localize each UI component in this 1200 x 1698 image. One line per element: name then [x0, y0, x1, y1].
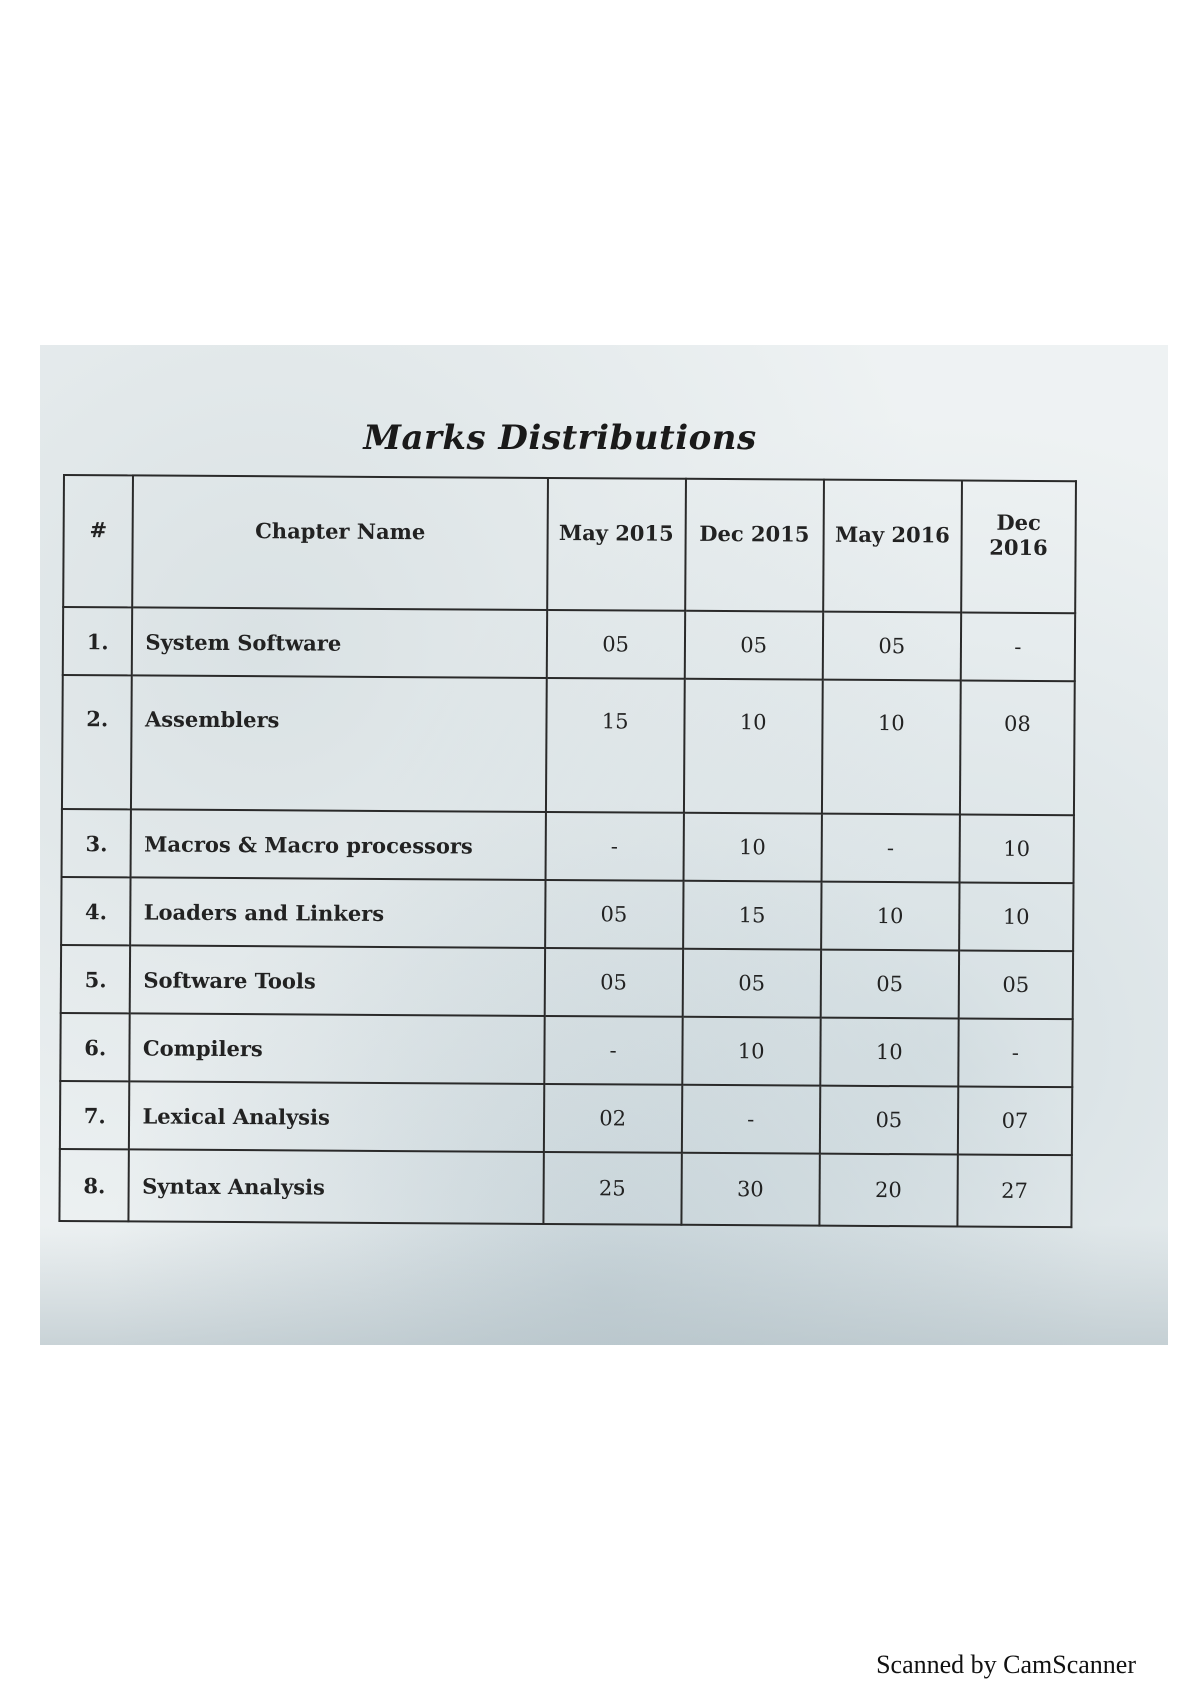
- table-row: [62, 809, 1074, 883]
- header-may-2016: May 2016: [823, 480, 962, 613]
- marks-may-2016: 05: [823, 612, 961, 681]
- marks-dec-2015: 30: [681, 1153, 820, 1226]
- marks-may-2015: 25: [543, 1152, 682, 1225]
- marks-dec-2016: 10: [959, 882, 1074, 951]
- chapter-name: Syntax Analysis: [129, 1149, 544, 1224]
- table-header-row: [63, 475, 1076, 613]
- chapter-name: Lexical Analysis: [129, 1081, 544, 1152]
- table-row: [62, 675, 1075, 815]
- table-row: [63, 607, 1075, 681]
- marks-dec-2015: 05: [684, 611, 822, 680]
- header-dec-2015: Dec 2015: [685, 479, 824, 612]
- table-row: [60, 1013, 1072, 1087]
- table-row: [59, 1149, 1071, 1227]
- marks-dec-2016: -: [958, 1018, 1073, 1087]
- row-number: 1.: [63, 607, 133, 675]
- marks-may-2016: 10: [822, 680, 961, 815]
- marks-dec-2015: 10: [684, 679, 823, 814]
- table-row: [61, 877, 1073, 951]
- marks-may-2015: 02: [543, 1084, 681, 1153]
- chapter-name: Software Tools: [130, 945, 545, 1016]
- marks-dec-2015: 05: [682, 949, 820, 1018]
- document-title: Marks Distributions: [363, 417, 757, 458]
- header-dec-2016: Dec 2016: [961, 480, 1076, 613]
- header-may-2015: May 2015: [547, 478, 686, 611]
- row-number: 2.: [62, 675, 132, 809]
- marks-dec-2016: 08: [960, 680, 1075, 815]
- marks-may-2016: 10: [820, 1018, 958, 1087]
- marks-may-2016: -: [821, 814, 959, 883]
- chapter-name: Compilers: [130, 1013, 545, 1084]
- marks-may-2015: 05: [546, 610, 684, 679]
- marks-dec-2015: -: [682, 1085, 820, 1154]
- marks-distribution-table: [58, 474, 1077, 1228]
- row-number: 5.: [61, 945, 131, 1013]
- marks-may-2015: 15: [546, 678, 685, 813]
- marks-may-2016: 05: [820, 1086, 958, 1155]
- marks-dec-2016: 05: [959, 950, 1074, 1019]
- marks-dec-2016: 07: [958, 1086, 1073, 1155]
- row-number: 7.: [60, 1081, 130, 1149]
- marks-dec-2015: 10: [683, 813, 821, 882]
- chapter-name: Assemblers: [131, 675, 546, 812]
- header-number: #: [63, 475, 133, 607]
- row-number: 3.: [62, 809, 132, 877]
- scanner-watermark: Scanned by CamScanner: [876, 1650, 1136, 1679]
- marks-may-2015: 05: [545, 880, 683, 949]
- marks-may-2015: -: [545, 812, 683, 881]
- chapter-name: System Software: [132, 607, 547, 678]
- row-number: 6.: [60, 1013, 130, 1081]
- marks-dec-2015: 15: [683, 881, 821, 950]
- marks-dec-2015: 10: [682, 1017, 820, 1086]
- marks-may-2015: 05: [544, 948, 682, 1017]
- table-row: [61, 945, 1073, 1019]
- marks-may-2015: -: [544, 1016, 682, 1085]
- marks-dec-2016: -: [961, 612, 1076, 681]
- marks-may-2016: 05: [820, 950, 958, 1019]
- marks-dec-2016: 10: [959, 814, 1074, 883]
- row-number: 4.: [61, 877, 131, 945]
- row-number: 8.: [59, 1149, 129, 1221]
- table-row: [60, 1081, 1072, 1155]
- chapter-name: Loaders and Linkers: [131, 877, 546, 948]
- marks-dec-2016: 27: [957, 1154, 1072, 1227]
- marks-may-2016: 10: [821, 882, 959, 951]
- chapter-name: Macros & Macro processors: [131, 809, 546, 880]
- scan-shadow: [40, 1225, 1168, 1345]
- header-chapter-name: Chapter Name: [133, 475, 548, 610]
- marks-may-2016: 20: [819, 1154, 958, 1227]
